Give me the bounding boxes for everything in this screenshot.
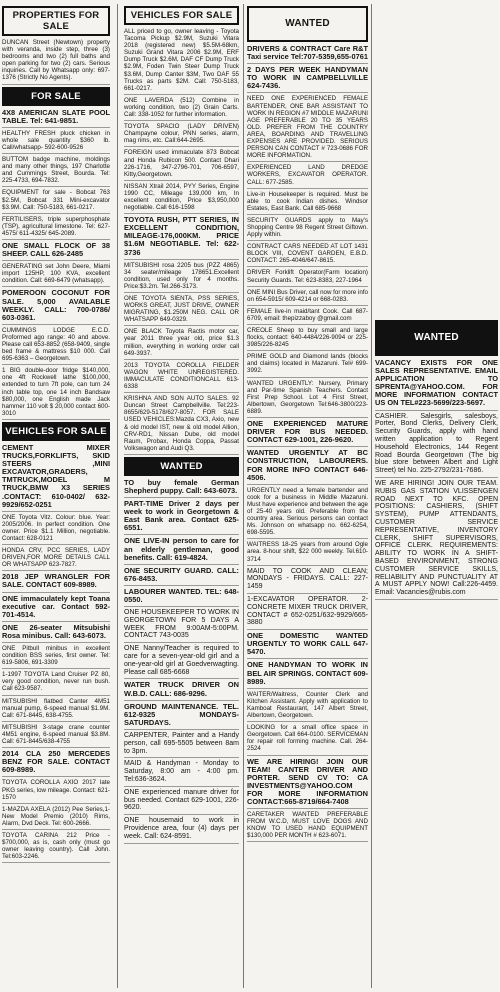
column-2 — [124, 4, 239, 990]
classified-ad: CEMENT MIXER TRUCKS,FORKLIFTS, SKID STEERS ,MINI EXCAVATOR,GRADERS, TMTRUCK,MODEL M TRUCK,BMW X3 SERIES .CONTACT: 610-0402/ 632-9929/652-0251 — [2, 444, 110, 512]
classified-ad: 2013 TOYOTA COROLLA FIELDER WAGON WHITE UNREGISTERED. IMMACULATE CONDITIONCALL 613-6338 — [124, 362, 239, 393]
classified-ad: KRISHNA AND SON AUTO SALES. 92 Duncan Street Campbellville. Tel:223-8655/629-5178/627-8057. FOR SALE USED VEHICLES:Mazda CX3, Axio, new & old model IST, new & old model Allion, CRV-RD1, Nissan Dube, old model Raum, Probax, Honda Coppa, Passat Volkswagon and Audi Q3. — [124, 395, 239, 455]
classified-ad: EQUIPMENT for sale - Bobcat 763 $2.5M, Bobcat 331 Mini-excavator $3.9M. Call: 750-5183, 661-0217. — [2, 189, 110, 213]
classified-ad: ONE LAVERDA (512) Combine in working condition, two (2) Grain Carts. Call: 338-1052 for further information. — [124, 97, 239, 121]
column-1 — [2, 4, 110, 990]
classified-ad: BUTTOM badge machine, moldings and many other things, 197 Charlotte and Cummings Street, Bourda. Tel: 225-4733, 694-7832. — [2, 156, 110, 187]
section-header: WANTED — [247, 6, 368, 42]
classified-ad: FERTILISERS, triple superphosphate (TSP), agricultural limestone. Tel: 627-4575/ 611-4325/ 645-2089. — [2, 216, 110, 240]
classified-ad: ONE SMALL FLOCK OF 38 SHEEP. CALL 626-2485 — [2, 242, 110, 261]
classified-ad: VACANCY EXISTS FOR ONE SALES REPRESENTATIVE. EMAIL APPLICATION TO SPRENTA@YAHOO.COM. FOR MORE INFORMATION CONTACT US ON TEL#223-5699/223-5697. — [375, 359, 498, 411]
classified-ad: Live-in Housekeeper is required. Must be able to cook Indian dishes. Windsor Estates, East Bank. Call 685-9668 — [247, 191, 368, 215]
section-header: PROPERTIES FOR SALE — [2, 6, 110, 36]
classified-ad: TOYOTA SPACIO (LADY DRIVEN) Champayne colour, PNN series, alarm, mag rims, etc. Call:644-2695. — [124, 123, 239, 147]
classified-ad: NISSAN Xtrail 2014, PYY Series, Engine 1990 CC, Mileage 139,000 km, In excellent condition, Price $3,950,000 negotiable. Call 616-1598 — [124, 183, 239, 214]
classified-ad: PART-TIME Driver 2 days per week to work in Georgetown & East Bank area. Contact 625-6551. — [124, 500, 239, 535]
section-header: VEHICLES FOR SALE — [124, 6, 239, 25]
classified-ad: TOYOTA RUSH, PTT SERIES, IN EXCELLENT CONDITION, MILEAGE-176,000KM. PRICE $1.6M NEGOTIABLE. Tel: 622-3736 — [124, 216, 239, 259]
column-divider — [117, 4, 118, 988]
classified-ad: CONTRACT CARS NEEDED AT LOT 1431 BLOCK VIII, COVENT GARDEN, E.B.D. CONTACT: 265-4046/647-8615. — [247, 243, 368, 267]
classified-ad: ONE BLACK Toyota Ractis motor car, year 2011 three year old, price $1.3 million, everything in working order call 649-3937. — [124, 328, 239, 359]
section-header: WANTED — [375, 320, 498, 356]
classified-ad: PRIME GOLD and Diamond lands (blocks and claims) located in Mazaruni. Tel# 699-3992. — [247, 353, 368, 377]
column-divider — [371, 4, 372, 988]
classified-ad: GROUND MAINTENANCE. TEL. 612-9325 MONDAYS-SATURDAYS. — [124, 703, 239, 730]
classified-ad: ONE immaculately kept Toana executive car. Contact 592-701-4514. — [2, 595, 110, 622]
classified-ad: MAID & Handyman - Monday to Saturday, 8:00 am - 4:00 pm. Tel:636-3624. — [124, 760, 239, 786]
classified-ad: 2014 CLA 250 MERCEDES BENZ FOR SALE. CONTACT 609-8989. — [2, 750, 110, 777]
classified-ad: WAITRESS 18-25 years from around Ogle area. 8-hour shift, $22 000 weekly. Tel.610-3714 — [247, 541, 368, 565]
section-header: VEHICLES FOR SALE — [2, 422, 110, 441]
classified-ad: TO buy female German Shepherd puppy. Call: 643-6073. — [124, 479, 239, 498]
classified-ad: ONE LIVE-IN person to care for an elderly gentleman, good benefits. Call: 619-4824. — [124, 537, 239, 564]
classified-ad: TOYOTA COROLLA AXIO 2017 late PKG series, low mileage. Contact: 621-1570 — [2, 779, 110, 803]
classified-ad: ONE Toyota Vitz. Colour: blue. Year: 2005/2006. In perfect condition. One owner. Price $1.1 Million, negotiable. Contact: 628-0121 — [2, 514, 110, 545]
section-header: FOR SALE — [2, 87, 110, 106]
classified-ad: EXPERIENCED LAND DREDGE WORKERS, EXCAVATOR OPERATOR. CALL: 677-2585. — [247, 164, 368, 188]
classified-ad: ONE HANDYMAN TO WORK IN BEL AIR SPRINGS. CONTACT 609-8989. — [247, 661, 368, 688]
classified-ad: FOREIGN used immaculate 873 Bobcat and Honda Rubicon 500. Contact Dhari 226-1716, 347-2796-701, 706-6597, Kitty,Georgetown. — [124, 149, 239, 180]
classified-ad: DRIVER Forklift Operator(Farm location) Security Guards. Tel: 623-8383, 227-1964 — [247, 269, 368, 286]
classified-ad: SECURITY GUARDS apply to May's Shopping Centre 98 Regent Street Giftown. Apply within. — [247, 217, 368, 241]
classified-ad: 1-MAZDA AXELA (2012) Pee Series,1- New Model Premio (2010) Rims, Alarm, Dvd Deck. Tel: 600-2666. — [2, 806, 110, 830]
classified-ad: CASHIER. Salesgirls, salesboys, Porter, Bond Clerks, Delivery Clerk, Security Guards, apply with hand written application to Regent Household Electronics, 144 Regent Road Bourda Georgetown (The big blue store between Albert and Light Street) tel No. 225-2792/231-7686. — [375, 413, 498, 478]
classified-ad: WE ARE HIRING! JOIN OUR TEAM! CANTER DRIVER AND PORTER. SEND CV TO: CA INVESTMENTS@YAHOO.COM FOR MORE INFORMATION CONTACT:665-8719/664-7408 — [247, 758, 368, 810]
classified-ad: 1 BIG double-door fridge $140,000, one 4ft Rockwell lathe $100,000, extended to turn 7ft pole, can turn 24 inch table top, one 14 inch Bandsaw $80,000, one English made Jack hammer 110 volt $ 20,000 contact 600-3010 — [2, 367, 110, 420]
classified-ad: WANTED URGENTLY: Nursery, Primary and Par-time Spanish Teachers. Contact First Prep School. Lot 4 First Street, Albertown, Georgetown Tel:646-3800/223-6889. — [247, 380, 368, 418]
classified-ad: FEMALE live-in maid/tant Cook. Call 687-6709, email: thepizzaboy @gmail.com — [247, 308, 368, 325]
classified-ad: MITSUBISHI 3-stage crane counter 4M51 engine, 6-speed manual $3.8M. Call: 671-8445/638-4755 — [2, 724, 110, 748]
classified-ad: 2018 JEP WRANGLER FOR SALE. CONTACT 609-8989. — [2, 573, 110, 592]
classified-ad: NEED ONE EXPERIENCED FEMALE BARTENDER, ONE BAR ASSISTANT TO WORK IN REGION #7 MIDDLE MAZARUNI AGE PREFERABLE 20 TO 35 YEARS OLD. PREFER FROM THE COUNTRY AREA, BOARDING AND TRAVELLING EXPENSES ARE PROVIDED. SERIOUS PERSON CAN CONTACT # 723-0686 FOR MORE INFORMATION. — [247, 95, 368, 162]
classified-ad: 2 DAYS PER WEEK HANDYMAN TO WORK IN CAMPBELLVILLE 624-7436. — [247, 66, 368, 93]
classified-ad: HONDA CRV, PCC SERIES, LADY DRIVEN,FOR MORE DETAILS CALL OR WHATSAPP 623-7827. — [2, 547, 110, 571]
classified-ad: ONE TOYOTA SIENTA, PSS SERIES, WORKS GREAT, JUST DRIVE, OWNER MIGRATING, $1.250M NEG. CALL OR WHATSAPP 649-0329. — [124, 295, 239, 326]
classified-ad: CARPENTER, Painter and a Handy person, call 695-5505 between 8am to 3pm. — [124, 732, 239, 758]
classified-ad: WAITER/Waitress, Counter Clerk and Kitchen Assistant. Apply with application to Kamboat Restaurant, 147 Albert Street, Albertown, Georgetown. — [247, 691, 368, 722]
classified-ad: CREOLE Sheep to buy small and large flocks, contact: 640-4484/226-9094 or 225-3985/226-8245 — [247, 327, 368, 351]
classified-ad: ONE HOUSEKEEPER TO WORK IN GEORGETOWN FOR 5 DAYS A WEEK FROM 9:00AM-5:00PM. CONTACT 743-0035 — [124, 609, 239, 643]
classified-ad: MAID TO COOK AND CLEAN; MONDAYS - FRIDAYS. CALL: 227-1459 — [247, 568, 368, 594]
classified-ad: GENERATING set John Deere, Miami import 125HP, 100 KVA, excellent condition. Call: 669-6479 (whatsapp). — [2, 263, 110, 287]
classified-ad: LOOKING for a small office space in Georgetown. Call 664-0100. SERVICEMAN for repair roll forming machine. Call. 264-2524 — [247, 724, 368, 755]
classified-ad: URGENTLY need a female bartender and cook for a business in Middle Mazaruni. Must have experience and between the age of 25-40 years old. Preferable from the country area. Serious persons can contact Ms. Johnson on whatsapp no. 662-6254, 698-5595. — [247, 487, 368, 540]
column-4 — [375, 4, 498, 990]
classified-ad: POMEROON COCONUT FOR SALE. 5,000 AVAILABLE WEEKLY. CALL: 700-0786/ 603-0361. — [2, 289, 110, 324]
classified-ad: DUNCAN Street (Newtown) property with veranda, inside step, three (3) bedrooms and two (2) full baths and open parking for two (2) cars. Serious inquiries. Call by Whatsapp only: 697-1376 (Strictly No Agents). — [2, 39, 110, 85]
classified-ad: MITSUBISHI flatbed Canter 4M51 manual pump, 6-speed manual $1.9M. Call: 671-8445, 638-4755. — [2, 698, 110, 722]
classified-ad: WANTED URGENTLY AT BC CONSTRUCTION, LABOURERS. FOR MORE INFO CONTACT 646-4506. — [247, 449, 368, 484]
classified-ad: ONE SECURITY GUARD. CALL: 676-8453. — [124, 567, 239, 586]
classified-ad: WE ARE HIRING! JOIN OUR TEAM. RUBIS GAS STATION VLISSENGEN ROAD NEXT TO KFC. OPEN POSITIONS: CASHIERS, (SHIFT SYSTEM), PUMP ATTENDANTS, CUSTOMER SERVICE REPRESENTATIVE, INVENTORY CLERK, SHIFT SUPERVISORS, OFFICE CLERK. REQUIREMENTS: ABILITY TO WORK IN A SHIFT-BASED ENVIRONMENT, STRONG CUSTOMER SERVICE SKILLS, RELIABILITY AND PUNCTUALITY AT A MUST APPLY NOW! Call:226-4459. Email: Vacancies@rubis.com — [375, 480, 498, 600]
section-header: WANTED — [124, 457, 239, 476]
column-divider — [243, 4, 244, 988]
column-3 — [247, 4, 368, 990]
classified-ad: WATER TRUCK DRIVER ON W.B.D. CALL: 686-9296. — [124, 681, 239, 700]
classified-ad: ONE experienced manure driver for bus needed. Contact 629-1001, 226-9620. — [124, 789, 239, 815]
classified-ad: ONE 26-seater Mitsubishi Rosa minibus. Call: 643-6073. — [2, 624, 110, 643]
classified-ad: DRIVERS & CONTRACT Care R&T Taxi service Tel:707-5359,655-0761 — [247, 45, 368, 64]
classified-ad: ONE housemaid to work in Providence area, four (4) days per week. Call: 624-8591. — [124, 817, 239, 843]
classified-ad: 1-EXCAVATOR OPERATOR. 2- CONCRETE MIXER TRUCK DRIVER, CONTACT # 652-0251/632-9929/665-3880 — [247, 596, 368, 630]
classified-ad: ALL priced to go, owner leaving - Toyota Tacoma Pickup $2.9M, Suzuki Vitara 2018 (registered new) $5.5M-68km, Suzuki Grand Vitara 2006 $2.9M, ERF Dump Truck $2.6M, DAF CF Dump Truck $2.9M, Foden Twin Steer Dump Truck $3.6M, Dump Canter $3M, Two DAF 55 Trucks as parts $2M. Call: 750-5183, 661-0217. — [124, 28, 239, 95]
classified-ad: ONE MINI Bus Driver, call now for more info on 654-5915/ 609-4214 or 668-0283. — [247, 289, 368, 306]
classified-ad: ONE DOMESTIC WANTED URGENTLY TO WORK CALL 647-5470. — [247, 632, 368, 659]
classified-ad: ONE EXPERIENCED MATURE DRIVER FOR BUS NEEDED. CONTACT 629-1001, 226-9620. — [247, 420, 368, 447]
classified-ad: CUMMINGS LODGE E.C.D. Proformed ago range: 40 and above. Please call 653-8852 (658-9409, single bed frame & mattress $10 000. Call 695-6363 – Georgetown. — [2, 327, 110, 365]
blank-space — [375, 4, 498, 318]
classified-ad: TOYOTA CARINA 212 Price - $700,000, as is, cash only (must go owner leaving country). Call John. Tel:603-2246. — [2, 832, 110, 863]
classified-ad: 1-1997 TOYOTA Land Cruiser PZ 80, very good condition, never run bush. Call 623-9587. — [2, 671, 110, 695]
classified-ad: LABOURER WANTED. TEL: 648-0550. — [124, 588, 239, 607]
classified-ad: CARETAKER WANTED PREFERABLE FROM W.C.D, MUST LOVE DOGS AND KNOW TO USED HAND EQUIPMENT $130,000 PER MONTH # 623-6071. — [247, 811, 368, 842]
classified-ad: 4X8 AMERICAN SLATE POOL TABLE. Tel: 641-9851. — [2, 109, 110, 128]
classified-ad: MITSUBISHI rosa 2205 bus (PZZ 4865) 34 seater/mileage 178651.Excellent condition, used only for 4 months. Price:$3.2m. Tel.266-3173. — [124, 262, 239, 293]
classified-ad: ONE Nanny/Teacher is required to care for a seven-year-old girl and a one-year-old girl at Goedverwagting. Please call 685-6668 — [124, 645, 239, 679]
classified-ad: ONE Pitbull minibus in excellent condition BSS series, first owner. Tel: 619-5806, 691-3309 — [2, 645, 110, 669]
classified-ad: HEALTHY FRESH pluck chicken in whole sale quantity $360 lb. Call/whatsapp- 592-600-9526 — [2, 130, 110, 154]
